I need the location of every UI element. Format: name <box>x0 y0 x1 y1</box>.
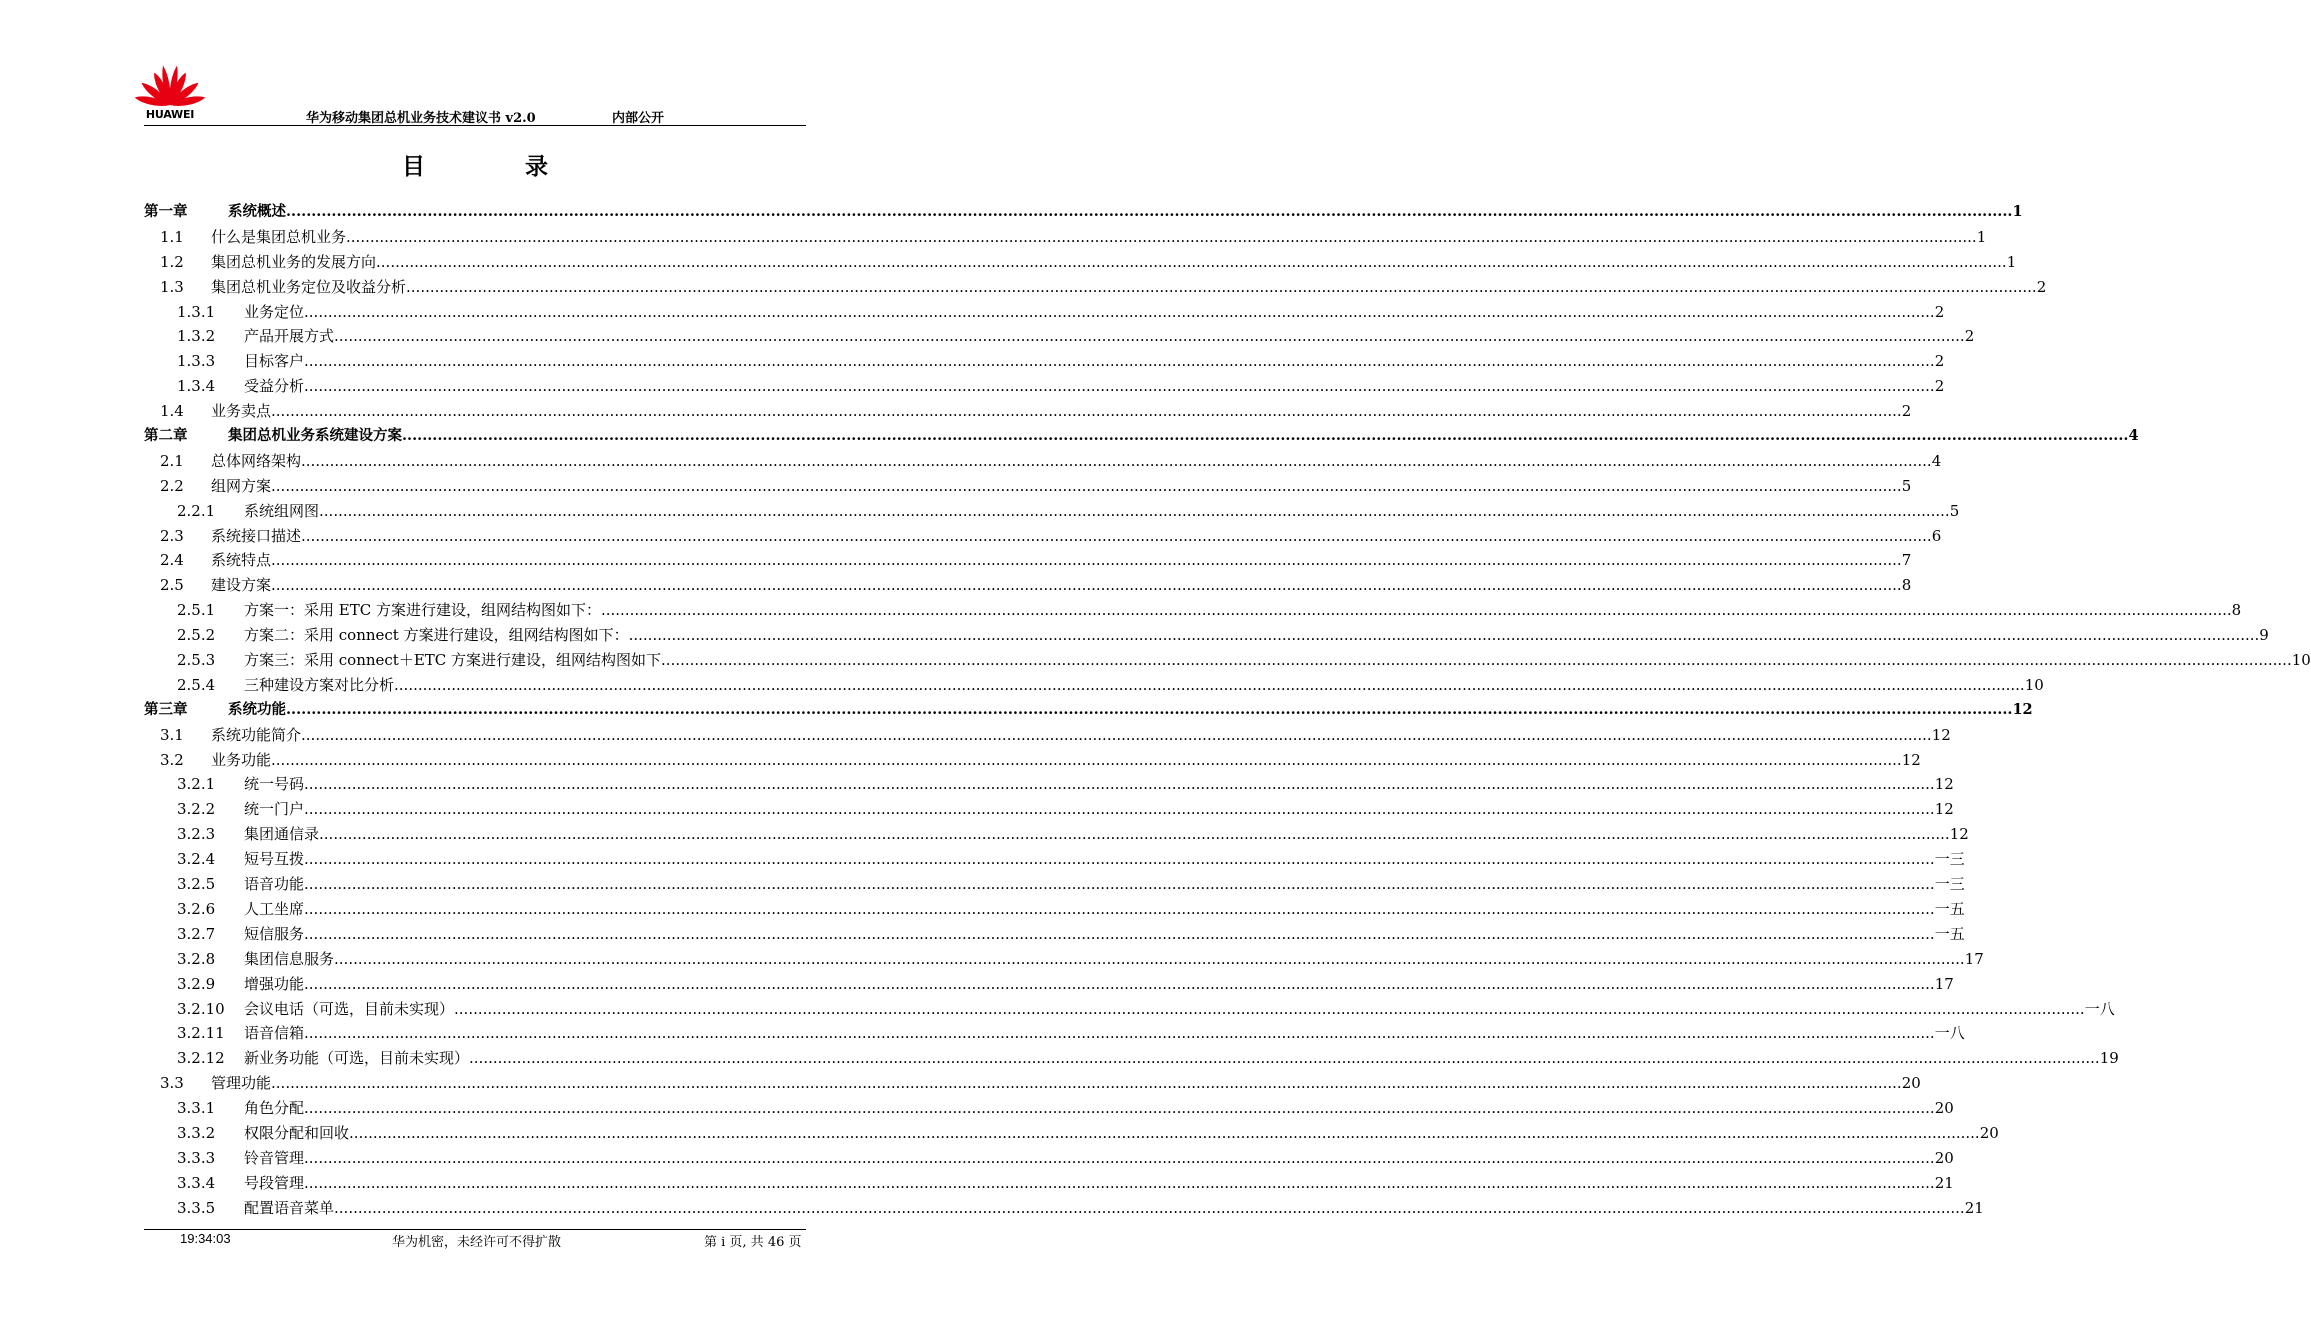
toc-leader-dots <box>271 573 1902 598</box>
toc-entry-number: 2.5.3 <box>177 651 216 670</box>
toc-entry-number: 3.1 <box>160 725 184 744</box>
toc-entry-page: 8 <box>2231 601 2242 620</box>
toc-entry-number: 3.3.4 <box>177 1173 216 1192</box>
toc-entry-number: 3.2.9 <box>177 974 216 993</box>
toc-entry[interactable] <box>144 1071 1921 1096</box>
toc-leader-dots <box>304 300 1935 325</box>
toc-entry[interactable] <box>144 1121 1999 1146</box>
toc-entry-text: 语音功能 <box>244 875 305 894</box>
toc-entry-page: 1 <box>1976 227 1987 246</box>
toc-entry-number: 3.3.1 <box>177 1099 216 1118</box>
toc-leader-dots <box>271 748 1902 773</box>
toc-entry[interactable] <box>144 1021 1965 1046</box>
toc-entry-text: 系统概述 <box>228 203 286 220</box>
toc-entry[interactable] <box>144 474 1912 499</box>
toc-entry[interactable] <box>144 524 1942 549</box>
toc-entry[interactable] <box>144 897 1965 922</box>
toc-entry-page: 5 <box>1901 476 1912 495</box>
toc-entry-page: 7 <box>1901 551 1912 570</box>
toc-leader-dots <box>304 972 1935 997</box>
toc-entry-number: 3.3.5 <box>177 1198 216 1217</box>
toc-entry-page: 12 <box>1934 800 1954 819</box>
header-divider <box>144 125 806 126</box>
toc-entry-text: 新业务功能（可选，目前未实现） <box>244 1049 470 1068</box>
toc-leader-dots <box>334 1196 1965 1221</box>
toc-entry[interactable] <box>144 324 1975 349</box>
toc-entry-page: 2 <box>1901 402 1912 421</box>
toc-entry-page: 8 <box>1901 576 1912 595</box>
toc-entry-page: 10 <box>2291 651 2311 670</box>
toc-entry[interactable] <box>144 449 1942 474</box>
toc-entry-text: 建设方案 <box>211 576 272 595</box>
toc-entry-page: 一五 <box>1934 924 1965 943</box>
toc-entry[interactable] <box>144 772 1954 797</box>
toc-entry-number: 1.4 <box>160 402 184 421</box>
toc-entry-number: 3.3 <box>160 1074 184 1093</box>
toc-leader-dots <box>334 324 1965 349</box>
toc-entry-page: 12 <box>1931 725 1951 744</box>
toc-leader-dots <box>406 275 2037 300</box>
toc-entry-number: 1.3 <box>160 277 184 296</box>
toc-entry-page: 1 <box>2006 252 2017 271</box>
huawei-flower-icon <box>143 64 197 108</box>
toc-leader-dots <box>319 822 1950 847</box>
toc-entry-number: 2.2 <box>160 476 184 495</box>
toc-entry[interactable] <box>144 250 2017 275</box>
toc-entry-page: 一三 <box>1934 875 1965 894</box>
toc-entry-number: 3.3.3 <box>177 1148 216 1167</box>
toc-entry-text: 方案一：采用 ETC 方案进行建设，组网结构图如下： <box>244 601 601 620</box>
toc-entry-text: 集团总机业务系统建设方案 <box>228 427 402 445</box>
toc-entry[interactable] <box>144 1146 1954 1171</box>
toc-entry[interactable] <box>144 399 1912 424</box>
toc-entry-text: 增强功能 <box>244 974 305 993</box>
classification-label: 内部公开 <box>612 111 665 126</box>
toc-entry-text: 受益分析 <box>244 377 305 396</box>
toc-entry-text: 短信服务 <box>244 924 305 943</box>
toc-leader-dots <box>394 673 2025 698</box>
toc-entry-text: 管理功能 <box>211 1074 272 1093</box>
toc-leader-dots <box>286 200 2012 225</box>
toc-entry-page: 12 <box>1901 750 1921 769</box>
toc-entry-text: 铃音管理 <box>244 1148 305 1167</box>
toc-entry[interactable] <box>144 847 1965 872</box>
toc-entry-page: 5 <box>1949 501 1960 520</box>
toc-entry-text: 配置语音菜单 <box>244 1198 335 1217</box>
toc-entry-number: 3.2.4 <box>177 850 216 869</box>
toc-entry[interactable] <box>144 972 1954 997</box>
toc-leader-dots <box>629 623 2260 648</box>
toc-entry-text: 人工坐席 <box>244 899 305 918</box>
toc-leader-dots <box>304 897 1935 922</box>
toc-entry-number: 3.2.5 <box>177 875 216 894</box>
toc-entry-text: 统一门户 <box>244 800 305 819</box>
toc-entry-text: 组网方案 <box>211 476 272 495</box>
toc-entry[interactable] <box>144 1096 1954 1121</box>
toc-entry[interactable] <box>144 548 1912 573</box>
toc-entry-page: 2 <box>2036 277 2047 296</box>
toc-leader-dots <box>271 548 1902 573</box>
toc-entry-number: 1.3.3 <box>177 352 216 371</box>
toc-entry-number: 2.5.2 <box>177 626 216 645</box>
toc-entry[interactable] <box>144 275 2047 300</box>
footer-page-info: 第 i 页, 共 46 页 <box>704 1235 802 1250</box>
toc-entry-number: 第一章 <box>144 203 188 220</box>
toc-entry-number: 1.2 <box>160 252 184 271</box>
toc-entry-number: 2.5 <box>160 576 184 595</box>
toc-entry-text: 语音信箱 <box>244 1024 305 1043</box>
toc-entry-text: 权限分配和回收 <box>244 1123 350 1142</box>
toc-entry[interactable] <box>144 748 1921 773</box>
toc-leader-dots <box>601 598 2232 623</box>
toc-entry-page: 一八 <box>2084 999 2115 1018</box>
toc-entry[interactable] <box>144 997 2115 1022</box>
footer-divider <box>144 1229 806 1230</box>
toc-entry-text: 系统组网图 <box>244 501 320 520</box>
toc-entry[interactable] <box>144 1046 2119 1071</box>
toc-leader-dots <box>319 499 1950 524</box>
toc-entry-page: 10 <box>2024 675 2044 694</box>
toc-entry-page: 20 <box>1901 1074 1921 1093</box>
toc-entry-number: 3.2.7 <box>177 924 216 943</box>
toc-entry-number: 第三章 <box>144 700 188 718</box>
toc-entry-text: 统一号码 <box>244 775 305 794</box>
toc-leader-dots <box>304 922 1935 947</box>
toc-entry[interactable] <box>144 723 1951 748</box>
toc-entry-text: 目标客户 <box>244 352 305 371</box>
toc-entry-page: 一五 <box>1934 899 1965 918</box>
toc-leader-dots <box>304 1096 1935 1121</box>
toc-entry-number: 3.2.6 <box>177 899 216 918</box>
toc-entry-page: 2 <box>1934 377 1945 396</box>
toc-entry-text: 系统特点 <box>211 551 272 570</box>
toc-leader-dots <box>271 474 1902 499</box>
toc-entry[interactable] <box>144 797 1954 822</box>
toc-entry-text: 总体网络架构 <box>211 451 302 470</box>
toc-entry-page: 一三 <box>1934 850 1965 869</box>
footer-time: 19:34:03 <box>180 1231 231 1246</box>
toc-entry-text: 角色分配 <box>244 1099 305 1118</box>
toc-entry-text: 方案三：采用 connect＋ETC 方案进行建设，组网结构图如下 <box>244 651 662 670</box>
toc-leader-dots <box>271 1071 1902 1096</box>
toc-entry-page: 21 <box>1964 1198 1984 1217</box>
toc-leader-dots <box>301 524 1932 549</box>
toc-entry[interactable] <box>144 573 1912 598</box>
toc-entry-text: 集团总机业务的发展方向 <box>211 252 377 271</box>
toc-entry-number: 3.2.8 <box>177 949 216 968</box>
toc-entry-number: 2.1 <box>160 451 184 470</box>
logo-text: HUAWEI <box>145 108 195 121</box>
toc-entry-text: 系统功能 <box>228 700 286 718</box>
toc-entry-number: 3.2.1 <box>177 775 216 794</box>
toc-entry-page: 12 <box>1934 775 1954 794</box>
toc-heading: 目 录 <box>401 153 594 180</box>
toc-entry-number: 第二章 <box>144 427 188 445</box>
footer-confidential: 华为机密，未经许可不得扩散 <box>392 1235 562 1250</box>
toc-leader-dots <box>376 250 2007 275</box>
toc-entry-page: 17 <box>1934 974 1954 993</box>
toc-leader-dots <box>301 449 1932 474</box>
toc-entry-text: 什么是集团总机业务 <box>211 227 347 246</box>
toc-leader-dots <box>304 1146 1935 1171</box>
toc-entry[interactable] <box>144 225 1987 250</box>
toc-entry-page: 9 <box>2259 626 2269 645</box>
huawei-logo <box>140 64 200 122</box>
toc-entry-text: 业务功能 <box>211 750 272 769</box>
toc-entry-text: 集团通信录 <box>244 825 320 844</box>
toc-entry-text: 短号互拨 <box>244 850 305 869</box>
toc-entry[interactable] <box>144 598 2242 623</box>
toc-entry-page: 6 <box>1931 526 1942 545</box>
toc-entry[interactable] <box>144 698 2033 723</box>
toc-entry-text: 会议电话（可选，目前未实现） <box>244 999 455 1018</box>
toc-leader-dots <box>304 1021 1935 1046</box>
toc-entry[interactable] <box>144 349 1945 374</box>
toc-entry-page: 一八 <box>1934 1024 1965 1043</box>
toc-entry-number: 3.2.11 <box>177 1024 225 1043</box>
toc-entry-number: 3.2.2 <box>177 800 216 819</box>
toc-entry-number: 2.2.1 <box>177 501 216 520</box>
toc-leader-dots <box>304 1171 1935 1196</box>
toc-entry-number: 3.2 <box>160 750 184 769</box>
toc-entry-text: 产品开展方式 <box>244 327 335 346</box>
toc-entry-page: 2 <box>1964 327 1975 346</box>
toc-entry-text: 三种建设方案对比分析 <box>244 675 395 694</box>
toc-entry-page: 20 <box>1934 1148 1954 1167</box>
toc-entry-page: 21 <box>1934 1173 1954 1192</box>
toc-entry[interactable] <box>144 1171 1954 1196</box>
toc-entry-number: 1.3.4 <box>177 377 216 396</box>
toc-entry[interactable] <box>144 822 1969 847</box>
toc-entry[interactable] <box>144 648 2311 673</box>
toc-entry[interactable] <box>144 499 1960 524</box>
toc-leader-dots <box>346 225 1977 250</box>
toc-leader-dots <box>661 648 2292 673</box>
toc-leader-dots <box>301 723 1932 748</box>
toc-leader-dots <box>469 1046 2100 1071</box>
toc-entry-number: 1.1 <box>160 227 184 246</box>
toc-entry[interactable] <box>144 623 2269 648</box>
document-title: 华为移动集团总机业务技术建议书 v2.0 <box>306 111 536 126</box>
toc-entry-page: 1 <box>2012 203 2023 220</box>
toc-leader-dots <box>304 797 1935 822</box>
toc-entry-page: 4 <box>2128 427 2139 445</box>
toc-leader-dots <box>304 772 1935 797</box>
toc-entry[interactable] <box>144 200 2023 225</box>
toc-entry[interactable] <box>144 300 1945 325</box>
table-of-contents <box>144 200 2311 1221</box>
toc-entry-page: 20 <box>1934 1099 1954 1118</box>
toc-entry-number: 2.5.1 <box>177 601 216 620</box>
toc-entry-page: 20 <box>1979 1123 1999 1142</box>
toc-leader-dots <box>334 947 1965 972</box>
toc-entry-page: 2 <box>1934 302 1945 321</box>
toc-entry-page: 2 <box>1934 352 1945 371</box>
toc-leader-dots <box>304 374 1935 399</box>
toc-entry-number: 3.3.2 <box>177 1123 216 1142</box>
toc-entry-number: 2.5.4 <box>177 675 216 694</box>
toc-entry-text: 集团信息服务 <box>244 949 335 968</box>
toc-entry-text: 业务定位 <box>244 302 305 321</box>
toc-leader-dots <box>304 847 1935 872</box>
toc-leader-dots <box>402 424 2128 449</box>
toc-leader-dots <box>304 872 1935 897</box>
toc-entry-text: 集团总机业务定位及收益分析 <box>211 277 407 296</box>
toc-entry-page: 12 <box>2012 700 2033 718</box>
toc-entry-number: 1.3.2 <box>177 327 216 346</box>
toc-leader-dots <box>286 698 2012 723</box>
toc-entry-number: 3.2.12 <box>177 1049 225 1068</box>
toc-entry-page: 17 <box>1964 949 1984 968</box>
toc-entry-text: 方案二：采用 connect 方案进行建设，组网结构图如下： <box>244 626 629 645</box>
toc-entry-page: 12 <box>1949 825 1969 844</box>
toc-leader-dots <box>454 997 2085 1022</box>
toc-entry[interactable] <box>144 424 2139 449</box>
toc-entry[interactable] <box>144 947 1984 972</box>
toc-entry-page: 4 <box>1931 451 1942 470</box>
toc-entry-number: 3.2.3 <box>177 825 216 844</box>
toc-entry-text: 业务卖点 <box>211 402 272 421</box>
toc-entry-page: 19 <box>2099 1049 2119 1068</box>
toc-entry[interactable] <box>144 922 1965 947</box>
toc-entry[interactable] <box>144 1196 1984 1221</box>
toc-entry-text: 系统功能简介 <box>211 725 302 744</box>
toc-entry[interactable] <box>144 374 1945 399</box>
toc-entry[interactable] <box>144 673 2044 698</box>
toc-leader-dots <box>304 349 1935 374</box>
toc-leader-dots <box>271 399 1902 424</box>
toc-leader-dots <box>349 1121 1980 1146</box>
toc-entry[interactable] <box>144 872 1965 897</box>
toc-entry-number: 2.3 <box>160 526 184 545</box>
toc-entry-number: 1.3.1 <box>177 302 216 321</box>
toc-entry-number: 3.2.10 <box>177 999 225 1018</box>
toc-entry-text: 系统接口描述 <box>211 526 302 545</box>
toc-entry-number: 2.4 <box>160 551 184 570</box>
toc-entry-text: 号段管理 <box>244 1173 305 1192</box>
